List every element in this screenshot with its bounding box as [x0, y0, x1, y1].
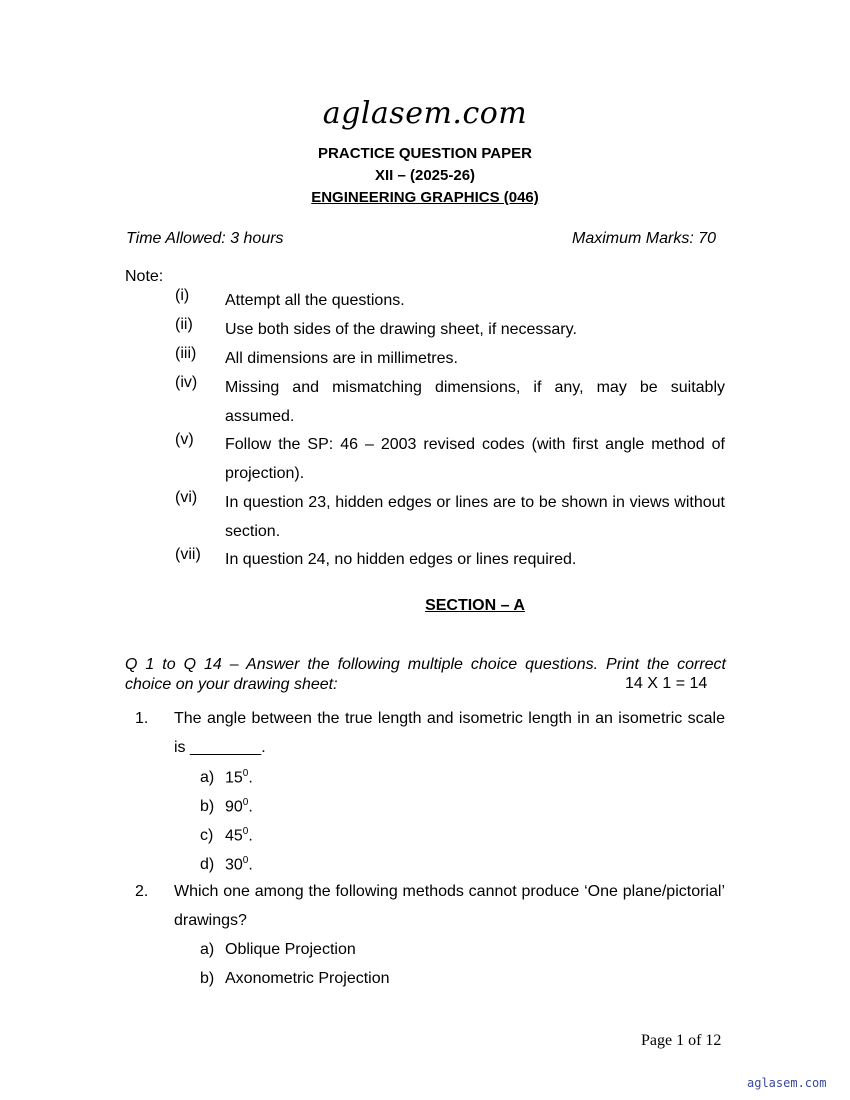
degree-superscript: 0: [242, 826, 249, 837]
answer-option: [200, 855, 253, 874]
section-title: SECTION – A: [425, 597, 525, 614]
note-item-text: Use both sides of the drawing sheet, if necessary.: [225, 321, 577, 338]
answer-option: [200, 941, 356, 959]
option-label: c): [200, 827, 214, 845]
option-value: 30: [225, 856, 243, 874]
note-item-text: All dimensions are in millimetres.: [225, 350, 458, 367]
note-label: Note:: [125, 268, 164, 285]
note-item-text: Attempt all the questions.: [225, 292, 405, 309]
option-value: 45: [225, 827, 243, 845]
section-marks: 14 X 1 = 14: [625, 675, 708, 692]
question-number: 2.: [135, 883, 149, 900]
option-value: 15: [225, 769, 243, 787]
option-label: a): [200, 769, 215, 787]
option-suffix: .: [248, 827, 253, 845]
option-label: d): [200, 856, 215, 874]
paper-class: XII – (2025-26): [374, 167, 476, 184]
answer-option: [200, 797, 253, 816]
option-value: 90: [225, 798, 243, 816]
paper-title: PRACTICE QUESTION PAPER: [318, 145, 532, 162]
note-item-text: In question 24, no hidden edges or lines required.: [225, 551, 577, 568]
option-label: b): [200, 798, 215, 816]
degree-superscript: 0: [242, 855, 249, 866]
note-item-number: (vi): [175, 489, 198, 506]
question-text: The angle between the true length and isometric length in an isometric scale is ________.: [174, 710, 725, 756]
note-item-text: Missing and mismatching dimensions, if any, may be suitably assumed.: [225, 379, 725, 425]
note-item-number: (vii): [175, 546, 201, 563]
note-item-number: (i): [175, 287, 190, 304]
question-text: Which one among the following methods cannot produce ‘One plane/pictorial’ drawings?: [174, 883, 725, 929]
note-item-text: In question 23, hidden edges or lines are to be shown in views without section.: [225, 494, 725, 540]
note-item-number: (ii): [175, 316, 193, 333]
footer-watermark-link[interactable]: aglasem.com: [747, 1076, 827, 1090]
answer-option: [200, 970, 390, 988]
option-suffix: .: [248, 769, 253, 787]
site-logo: aglasem.com: [322, 96, 528, 131]
answer-option: [200, 826, 253, 845]
option-suffix: .: [248, 856, 253, 874]
option-label: a): [200, 941, 215, 958]
option-suffix: .: [248, 798, 253, 816]
note-item-number: (iv): [175, 374, 198, 391]
option-label: b): [200, 970, 215, 987]
degree-superscript: 0: [242, 797, 249, 808]
page-number: Page 1 of 12: [641, 1032, 722, 1049]
note-item-number: (iii): [175, 345, 197, 362]
section-instructions: Q 1 to Q 14 – Answer the following multiple choice questions. Print the correct choice on your drawing sheet:: [125, 656, 726, 693]
time-allowed: Time Allowed: 3 hours: [126, 230, 284, 247]
option-value: Axonometric Projection: [225, 970, 390, 987]
note-item-number: (v): [175, 431, 194, 448]
question-number: 1.: [135, 710, 149, 727]
option-value: Oblique Projection: [225, 941, 356, 958]
degree-superscript: 0: [242, 768, 249, 779]
note-item-text: Follow the SP: 46 – 2003 revised codes (with first angle method of projection).: [225, 436, 725, 482]
maximum-marks: Maximum Marks: 70: [572, 230, 717, 247]
answer-option: [200, 768, 253, 787]
paper-subject: ENGINEERING GRAPHICS (046): [311, 189, 539, 206]
